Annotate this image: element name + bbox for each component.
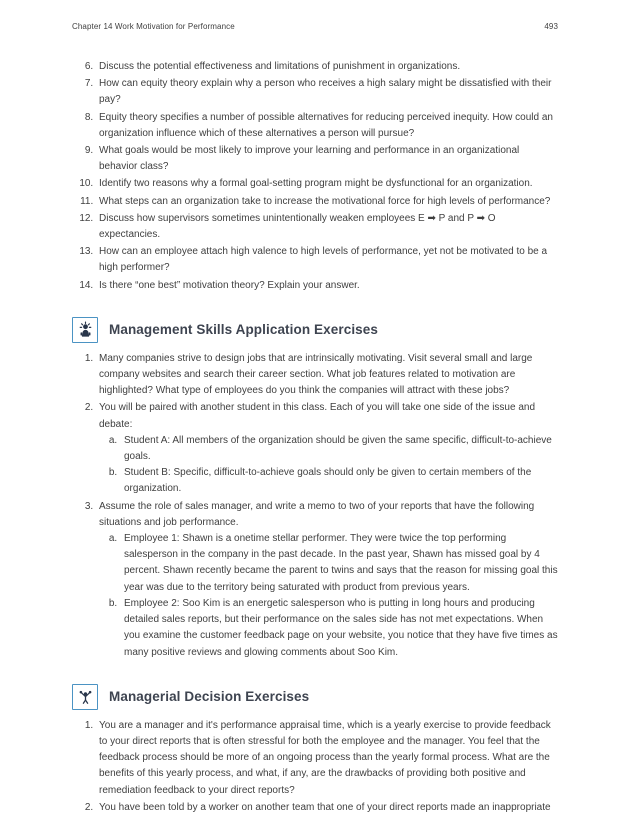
exercise-item xyxy=(96,800,558,815)
managerial-decision-exercise-list xyxy=(72,718,558,815)
managerial-decision-section xyxy=(72,684,558,815)
exercise-subitem: b. Student B: Specific, difficult-to-achieve goals should only be given to certain members of the organization. xyxy=(120,465,558,497)
exercise-item xyxy=(96,400,558,497)
exercise-item-text: Assume the role of sales manager, and write a memo to two of your reports that have the following situations and job performance. xyxy=(99,500,535,528)
running-head xyxy=(72,22,558,31)
exercise-item-text: You have been told by a worker on another team that one of your direct reports made an inappropriate xyxy=(99,801,551,813)
management-skills-exercise-list xyxy=(72,351,558,661)
review-question: 13. How can an employee attach high valence to high levels of performance, yet not be motivated to be a high performer? xyxy=(96,244,558,276)
exercise-item xyxy=(96,499,558,661)
review-question: 10. Identify two reasons why a formal goal-setting program might be dysfunctional for an organization. xyxy=(96,176,558,192)
review-question: 14. Is there “one best” motivation theory? Explain your answer. xyxy=(96,278,558,294)
exercise-item-text: You are a manager and it's performance appraisal time, which is a yearly exercise to provide feedback to your direct reports that is often stressful for both the employee and the manager. You feel that the feedback process should be more of an ongoing process than the yearly formal process. What are the benefits of this yearly process, and what, if any, are the drawbacks of providing both positive and remediation feedback to your direct reports? xyxy=(99,719,551,796)
exercise-subitem: a. Employee 1: Shawn is a onetime stellar performer. They were twice the top performing salesperson in the company in the past decade. In the past year, Shawn has missed goal by 4 percent. Shawn recently became the parent to twins and says that the reason for missing goal this year was due to the territory being saturated with product from previous years. xyxy=(120,531,558,596)
page-number: 493 xyxy=(544,22,558,31)
exercise-sublist xyxy=(99,433,558,498)
exercise-item-text: You will be paired with another student in this class. Each of you will take one side of the issue and debate: xyxy=(99,402,536,430)
exercise-sublist xyxy=(99,531,558,661)
review-question: 7. How can equity theory explain why a person who receives a high salary might be dissatisfied with their pay? xyxy=(96,76,558,108)
exercise-subitem: b. Employee 2: Soo Kim is an energetic salesperson who is putting in long hours and producing detailed sales reports, but their performance on the sales side has not met expectations. When you examine the customer feedback page on your website, you notice that they have five times as many positive reviews and glowing comments about Soo Kim. xyxy=(120,596,558,661)
chapter-title: Chapter 14 Work Motivation for Performance xyxy=(72,22,235,31)
exercise-item xyxy=(96,718,558,799)
exercise-subitem: a. Student A: All members of the organization should be given the same specific, difficult-to-achieve goals. xyxy=(120,433,558,465)
review-question: 9. What goals would be most likely to improve your learning and performance in an organizational behavior class? xyxy=(96,143,558,175)
decision-figure-icon xyxy=(72,684,98,710)
review-question: 8. Equity theory specifies a number of possible alternatives for reducing perceived inequity. How could an organization influence which of these alternatives a person will pursue? xyxy=(96,110,558,142)
review-questions-list xyxy=(72,59,558,294)
review-question: 6. Discuss the potential effectiveness and limitations of punishment in organizations. xyxy=(96,59,558,75)
exercise-item xyxy=(96,351,558,400)
review-question: 12. Discuss how supervisors sometimes unintentionally weaken employees E ➡ P and P ➡ O expectancies. xyxy=(96,211,558,243)
section-title: Management Skills Application Exercises xyxy=(109,322,378,338)
management-skills-section xyxy=(72,317,558,661)
section-header xyxy=(72,684,558,710)
review-question: 11. What steps can an organization take to increase the motivational force for high levels of performance? xyxy=(96,194,558,210)
section-header xyxy=(72,317,558,343)
exercise-item-text: Many companies strive to design jobs that are intrinsically motivating. Visit several small and large company websites and search their career section. What job features related to motivation are highlighted? What type of employees do you think the companies will attract with these jobs? xyxy=(99,352,533,397)
management-skills-person-icon xyxy=(72,317,98,343)
section-title: Managerial Decision Exercises xyxy=(109,689,310,705)
